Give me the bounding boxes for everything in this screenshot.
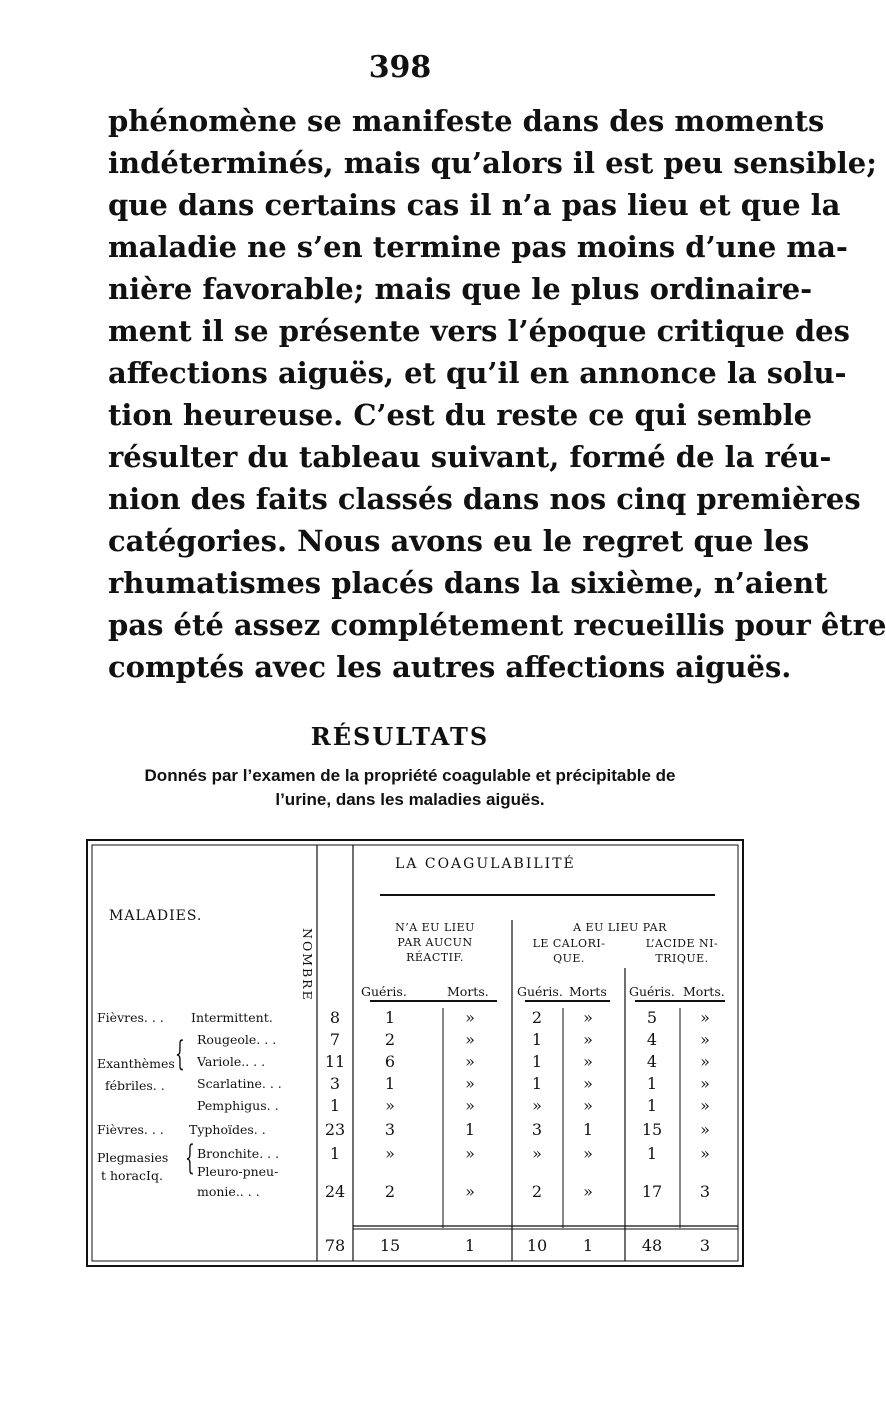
body-line: indéterminés, mais qu’alors il est peu sensible; xyxy=(108,146,877,180)
disease-name: monie.. . . xyxy=(197,1184,260,1199)
body-line: comptés avec les autres affections aiguës. xyxy=(108,650,792,684)
results-table xyxy=(85,838,745,1268)
disease-name: Typhoïdes. . xyxy=(189,1122,266,1137)
table-cell: » xyxy=(465,1008,475,1027)
table-cell: 2 xyxy=(531,1008,543,1027)
table-cell: 1 xyxy=(531,1074,543,1093)
case-count: 11 xyxy=(324,1052,346,1071)
group-label-plegmasies: t horacIq. xyxy=(101,1168,163,1183)
body-line: nion des faits classés dans nos cinq premières xyxy=(108,482,861,516)
table-cell: 15 xyxy=(641,1120,663,1139)
had-place-header: A EU LIEU PAR xyxy=(573,921,667,934)
table-cell: 4 xyxy=(646,1052,658,1071)
table-caption xyxy=(110,764,710,812)
body-line: résulter du tableau suivant, formé de la réu- xyxy=(108,440,832,474)
group-label-exanthemes: fébriles. . xyxy=(105,1078,165,1093)
disease-name: Intermittent. xyxy=(191,1010,273,1025)
group-label-fievres: Fièvres. . . xyxy=(97,1010,164,1025)
table-cell: 2 xyxy=(384,1030,396,1049)
morts-header: Morts. xyxy=(447,984,489,999)
total-cell: 1 xyxy=(464,1236,476,1255)
body-line: maladie ne s’en termine pas moins d’une ma- xyxy=(108,230,848,264)
table-cell: 1 xyxy=(531,1030,543,1049)
table-cell: » xyxy=(700,1008,710,1027)
table-cell: » xyxy=(385,1144,395,1163)
table-cell: » xyxy=(465,1096,475,1115)
total-cell: 15 xyxy=(379,1236,401,1255)
body-line: catégories. Nous avons eu le regret que les xyxy=(108,524,810,558)
total-cell: 1 xyxy=(582,1236,594,1255)
group-label-plegmasies: Plegmasies xyxy=(97,1150,169,1165)
total-cell: 10 xyxy=(526,1236,548,1255)
no-reaction-header: N’A EU LIEU PAR AUCUN RÉACTIF. xyxy=(395,921,475,964)
page-number: 398 xyxy=(368,50,432,85)
table-cell: 1 xyxy=(582,1120,594,1139)
case-count: 1 xyxy=(329,1144,341,1163)
table-cell: 2 xyxy=(384,1182,396,1201)
maladies-header: MALADIES. xyxy=(109,908,203,924)
group-label-exanthemes: Exanthèmes xyxy=(97,1056,175,1071)
disease-name: Variole.. . . xyxy=(197,1054,266,1069)
body-line: ment il se présente vers l’époque critique des xyxy=(108,314,850,348)
nombre-header: NOMBRE xyxy=(300,928,315,1002)
body-paragraph xyxy=(108,100,886,688)
disease-name: Pemphigus. . xyxy=(197,1098,279,1113)
gueris-header: Guéris. xyxy=(361,984,407,999)
table-cell: » xyxy=(583,1008,593,1027)
brace-plegmasies: { xyxy=(184,1138,195,1178)
table-cell: 1 xyxy=(646,1096,658,1115)
table-cell: 1 xyxy=(646,1144,658,1163)
table-cell: » xyxy=(583,1144,593,1163)
case-count: 7 xyxy=(329,1030,341,1049)
caloric-header: LE CALORI- QUE. xyxy=(532,937,606,965)
table-cell: » xyxy=(583,1074,593,1093)
body-line: tion heureuse. C’est du reste ce qui semble xyxy=(108,398,813,432)
caption-line: Donnés par l’examen de la propriété coagulable et précipitable de xyxy=(144,766,676,785)
table-cell: » xyxy=(700,1120,710,1139)
section-title: RÉSULTATS xyxy=(310,722,490,751)
table-cell: 1 xyxy=(646,1074,658,1093)
table-cell: 3 xyxy=(531,1120,543,1139)
case-count: 8 xyxy=(329,1008,341,1027)
case-count: 1 xyxy=(329,1096,341,1115)
table-cell: » xyxy=(700,1074,710,1093)
total-cell: 3 xyxy=(699,1236,711,1255)
case-count: 3 xyxy=(329,1074,341,1093)
case-count: 24 xyxy=(324,1182,346,1201)
disease-name: Bronchite. . . xyxy=(197,1146,280,1161)
case-count: 23 xyxy=(324,1120,346,1139)
table-cell: » xyxy=(465,1182,475,1201)
caption-line: l’urine, dans les maladies aiguës. xyxy=(275,790,545,809)
table-cell: 1 xyxy=(464,1120,476,1139)
body-line: rhumatismes placés dans la sixième, n’aient xyxy=(108,566,828,600)
table-cell: » xyxy=(583,1030,593,1049)
table-cell: 1 xyxy=(384,1008,396,1027)
table-cell: 3 xyxy=(699,1182,711,1201)
table-cell: » xyxy=(700,1096,710,1115)
table-cell: » xyxy=(465,1052,475,1071)
gueris-header: Guéris. xyxy=(629,984,675,999)
table-cell: » xyxy=(465,1144,475,1163)
body-line: pas été assez complétement recueillis pour être xyxy=(108,608,886,642)
disease-name: Pleuro-pneu- xyxy=(197,1164,279,1179)
table-cell: 1 xyxy=(384,1074,396,1093)
body-line: nière favorable; mais que le plus ordinaire- xyxy=(108,272,813,306)
morts-header: Morts xyxy=(569,984,607,999)
body-line: que dans certains cas il n’a pas lieu et que la xyxy=(108,188,841,222)
table-cell: 2 xyxy=(531,1182,543,1201)
table-cell: » xyxy=(583,1096,593,1115)
body-line: affections aiguës, et qu’il en annonce la solu- xyxy=(108,356,847,390)
disease-name: Rougeole. . . xyxy=(197,1032,277,1047)
total-cell: 48 xyxy=(641,1236,663,1255)
table-cell: » xyxy=(700,1144,710,1163)
table-cell: 3 xyxy=(384,1120,396,1139)
table-cell: 4 xyxy=(646,1030,658,1049)
table-cell: 17 xyxy=(641,1182,663,1201)
gueris-header: Guéris. xyxy=(517,984,563,999)
table-cell: » xyxy=(465,1074,475,1093)
table-cell: » xyxy=(700,1052,710,1071)
table-cell: » xyxy=(465,1030,475,1049)
morts-header: Morts. xyxy=(683,984,725,999)
table-cell: » xyxy=(385,1096,395,1115)
body-line: phénomène se manifeste dans des moments xyxy=(108,104,825,138)
total-cell: 78 xyxy=(324,1236,346,1255)
table-cell: » xyxy=(583,1052,593,1071)
group-label-fievres: Fièvres. . . xyxy=(97,1122,164,1137)
table-cell: » xyxy=(532,1096,542,1115)
table-cell: » xyxy=(700,1030,710,1049)
table-cell: 6 xyxy=(384,1052,396,1071)
brace-exanthemes: { xyxy=(174,1034,185,1074)
table-cell: » xyxy=(583,1182,593,1201)
table-cell: 1 xyxy=(531,1052,543,1071)
table-cell: 5 xyxy=(646,1008,658,1027)
disease-name: Scarlatine. . . xyxy=(197,1076,282,1091)
coagulabilite-header: LA COAGULABILITÉ xyxy=(395,856,576,872)
table-cell: » xyxy=(532,1144,542,1163)
nitric-header: L’ACIDE NI- TRIQUE. xyxy=(645,937,719,965)
